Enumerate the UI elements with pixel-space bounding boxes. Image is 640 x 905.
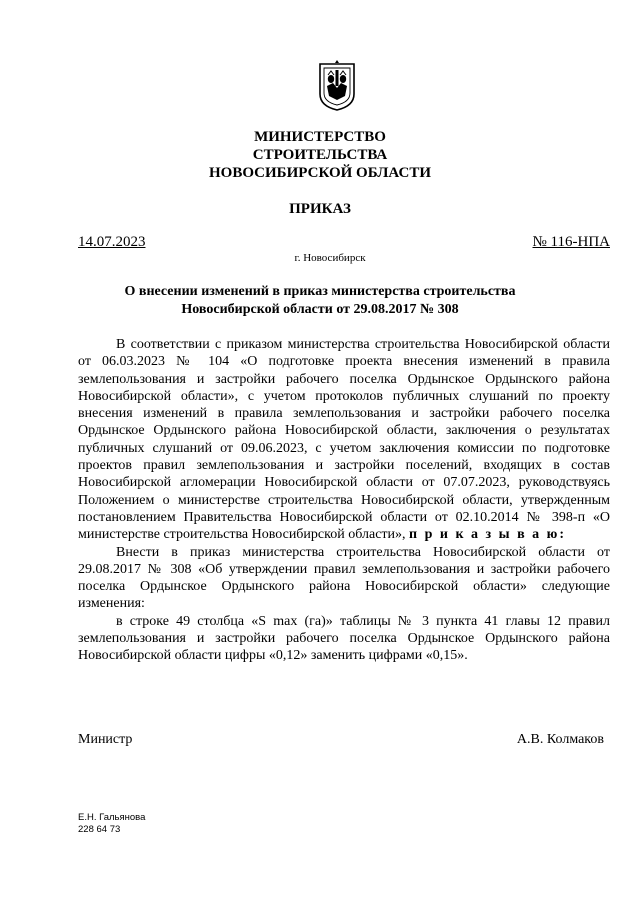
body-paragraph-1 — [78, 336, 610, 544]
subject-line-2: Новосибирской области от 29.08.2017 № 308 — [181, 302, 459, 317]
organization-name — [0, 128, 640, 182]
subject-line-1: О внесении изменений в приказ министерства строительства — [124, 284, 516, 299]
org-line-2: СТРОИТЕЛЬСТВА — [252, 147, 388, 163]
preamble-text: В соответствии с приказом министерства строительства Новосибирской области от 06.03.2023 № 104 «О подготовке проекта внесения изменений в правила землепользования и застройки рабочего поселка Ордынское Ордынского района Новосибирской области», с учетом протоколов публичных слушаний по проекту внесения изменений в правила землепользования и застройки рабочего поселка Ордынское Ордынского района Новосибирской области, заключения о результатах публичных слушаний от 09.06.2023, с учетом заключения комиссии по подготовке проектов правил землепользования и застройки поселений, входящих в состав Новосибирской агломерации Новосибирской области от 07.07.2023, руководствуясь Положением о министерстве строительства Новосибирской области, утвержденным постановлением Правительства Новосибирской области от 02.10.2014 № 398-п «О министерстве строительства Новосибирской области», — [78, 337, 610, 543]
body-paragraph-2: Внести в приказ министерства строительства Новосибирской области от 29.08.2017 № 308 «Об утверждении правил землепользования и застройки рабочего поселка Ордынское Ордынского района Новосибирской области» следующие изменения: — [78, 544, 610, 612]
document-type: ПРИКАЗ — [289, 201, 351, 217]
body-paragraph-3: в строке 49 столбца «S max (га)» таблицы № 3 пункта 41 главы 12 правил землепользования и застройки рабочего поселка Ордынское Ордынского района Новосибирской области цифры «0,12» заменить цифрами «0,15». — [78, 613, 610, 664]
document-number: № 116-НПА — [532, 234, 610, 250]
signer-position: Министр — [78, 732, 133, 747]
org-line-1: МИНИСТЕРСТВО — [254, 129, 386, 145]
document-body — [78, 336, 610, 665]
document-date: 14.07.2023 — [78, 234, 146, 250]
executor-phone: 228 64 73 — [78, 824, 121, 835]
signer-name: А.В. Колмаков — [516, 732, 604, 747]
document-city: г. Новосибирск — [294, 252, 366, 264]
order-word: п р и к а з ы в а ю: — [409, 527, 566, 543]
coat-of-arms-icon — [317, 58, 357, 112]
executor-name: Е.Н. Гальянова — [78, 812, 146, 823]
executor-info — [78, 812, 145, 836]
document-subject — [0, 283, 640, 319]
org-line-3: НОВОСИБИРСКОЙ ОБЛАСТИ — [208, 165, 432, 181]
